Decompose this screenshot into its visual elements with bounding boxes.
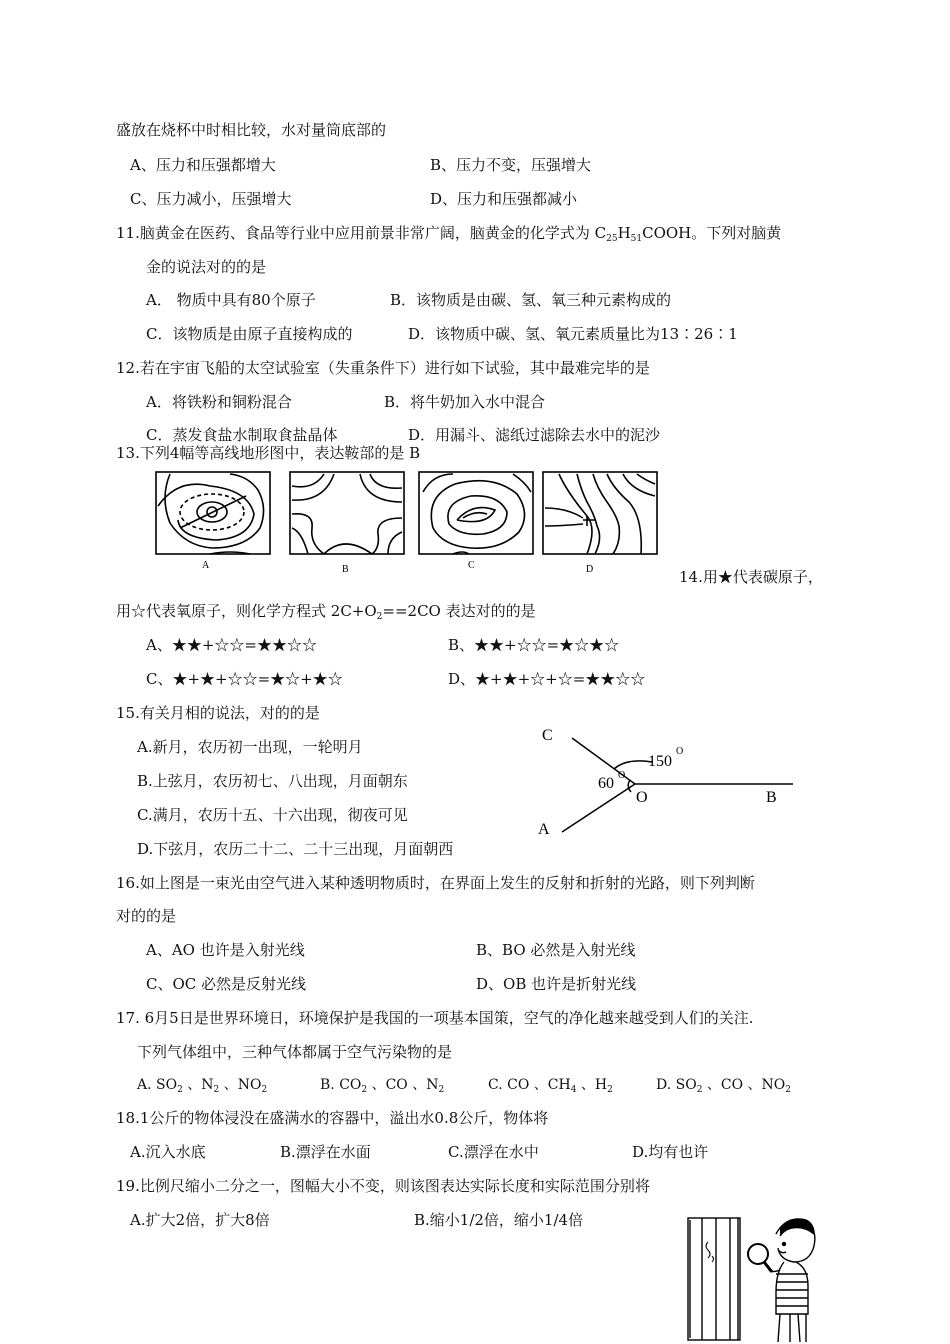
q15-option-c: C.满月，农历十五、十六出现，彻夜可见 <box>137 806 408 824</box>
q19-stem: 19.比例尺缩小二分之一，图幅大小不变，则该图表达实际长度和实际范围分别将 <box>116 1177 650 1195</box>
angle-60-degree: O <box>618 770 626 781</box>
q15-stem: 15.有关月相的说法，对的的是 <box>116 704 320 722</box>
q18-stem: 18.1公斤的物体浸没在盛满水的容器中，溢出水0.8公斤，物体将 <box>116 1109 549 1127</box>
q14-stem-start: 14.用★代表碳原子， <box>679 568 823 586</box>
angle-60: 60 <box>598 775 614 792</box>
q14-option-b: B、★★+☆☆=★☆★☆ <box>448 636 620 654</box>
q14-option-a: A、★★+☆☆=★★☆☆ <box>146 636 317 654</box>
q18-option-a: A.沉入水底 <box>130 1143 206 1161</box>
angle-arc-150 <box>614 761 652 769</box>
q10-option-c: C、压力减小，压强增大 <box>130 190 292 208</box>
angle-arc-60 <box>628 780 631 792</box>
contour-map-d <box>543 472 657 554</box>
q10-text: 盛放在烧杯中时相比较，水对量筒底部的 <box>116 121 387 139</box>
q10-option-b: B、压力不变，压强增大 <box>430 156 592 174</box>
label-o: O <box>636 789 648 806</box>
contour-map-b <box>290 472 404 554</box>
q17-option-c: C. CO 、$CH_4$ 、$H_2$ <box>488 1077 613 1095</box>
q17-stem: 17. 6月5日是世界环境日，环境保护是我国的一项基本国策，空气的净化越来越受到人们的关注. <box>116 1009 754 1027</box>
contour-map-c <box>419 472 533 554</box>
contour-label-d: D <box>586 564 594 575</box>
q12-option-d: D．用漏斗、滤纸过滤除去水中的泥沙 <box>408 426 661 444</box>
angle-150-degree: O <box>676 746 684 757</box>
label-a: A <box>538 821 550 838</box>
q15-option-a: A.新月，农历初一出现，一轮明月 <box>137 738 363 756</box>
q10-option-d: D、压力和压强都减小 <box>430 190 578 208</box>
q11-option-a: A． 物质中具有80个原子 <box>146 291 316 309</box>
contour-map-figure <box>150 468 665 580</box>
angle-150: 150 <box>648 753 672 770</box>
q18-option-c: C.漂浮在水中 <box>448 1143 539 1161</box>
q11-option-c: C．该物质是由原子直接构成的 <box>146 325 353 343</box>
q16-option-b: B、BO 必然是入射光线 <box>476 941 636 959</box>
q12-option-c: C．蒸发食盐水制取食盐晶体 <box>146 426 338 444</box>
q11-stem-cont: 金的说法对的的是 <box>146 258 267 276</box>
q12-option-b: B．将牛奶加入水中混合 <box>384 393 546 411</box>
q14-option-d: D、★+★+☆+☆=★★☆☆ <box>448 670 646 688</box>
light-ray-diagram <box>530 716 800 842</box>
q15-option-d: D.下弦月，农历二十二、二十三出现，月面朝西 <box>137 840 454 858</box>
q11-stem: 11.脑黄金在医药、食品等行业中应用前景非常广阔，脑黄金的化学式为 $C_{25}H_{51}COOH$。下列对脑黄 <box>116 224 782 244</box>
q15-option-b: B.上弦月，农历初七、八出现，月面朝东 <box>137 772 408 790</box>
q12-stem: 12.若在宇宙飞船的太空试验室（失重条件下）进行如下试验，其中最难完毕的是 <box>116 359 650 377</box>
q11-option-d: D．该物质中碳、氢、氧元素质量比为13∶26∶1 <box>408 325 738 343</box>
q18-option-d: D.均有也许 <box>632 1143 709 1161</box>
q11-option-b: B．该物质是由碳、氢、氧三种元素构成的 <box>390 291 672 309</box>
q10-option-a: A、压力和压强都增大 <box>130 156 276 174</box>
q16-stem: 16.如上图是一束光由空气进入某种透明物质时，在界面上发生的反射和折射的光路，则下列判断 <box>116 874 755 892</box>
q19-option-a: A.扩大2倍，扩大8倍 <box>130 1211 270 1229</box>
q18-option-b: B.漂浮在水面 <box>280 1143 371 1161</box>
q17-option-b: B. $CO_2$ 、CO 、$N_2$ <box>320 1077 445 1095</box>
contour-label-a: A <box>202 560 210 571</box>
q14-stem: 用☆代表氧原子，则化学方程式 $2C+O_2==2CO$ 表达对的的是 <box>116 602 536 622</box>
label-c: C <box>542 727 553 744</box>
q12-option-a: A．将铁粉和铜粉混合 <box>146 393 292 411</box>
q13-stem: 13.下列4幅等高线地形图中，表达鞍部的是 B <box>116 444 421 462</box>
q16-option-a: A、AO 也许是入射光线 <box>146 941 305 959</box>
q17-stem-cont: 下列气体组中，三种气体都属于空气污染物的是 <box>137 1043 453 1061</box>
q17-option-a: A. $SO_2$ 、$N_2$ 、$NO_2$ <box>137 1077 268 1095</box>
contour-label-c: C <box>468 560 475 571</box>
cartoon-magnifier-illustration <box>680 1212 830 1344</box>
label-b: B <box>766 789 777 806</box>
q19-option-b: B.缩小1/2倍，缩小1/4倍 <box>414 1211 584 1229</box>
contour-label-b: B <box>342 564 349 575</box>
q17-option-d: D. $SO_2$ 、CO 、$NO_2$ <box>656 1077 791 1095</box>
q16-stem-cont: 对的的是 <box>116 907 177 925</box>
q16-option-c: C、OC 必然是反射光线 <box>146 975 307 993</box>
q14-option-c: C、★+★+☆☆=★☆+★☆ <box>146 670 343 688</box>
q16-option-d: D、OB 也许是折射光线 <box>476 975 637 993</box>
contour-map-a <box>156 472 270 554</box>
